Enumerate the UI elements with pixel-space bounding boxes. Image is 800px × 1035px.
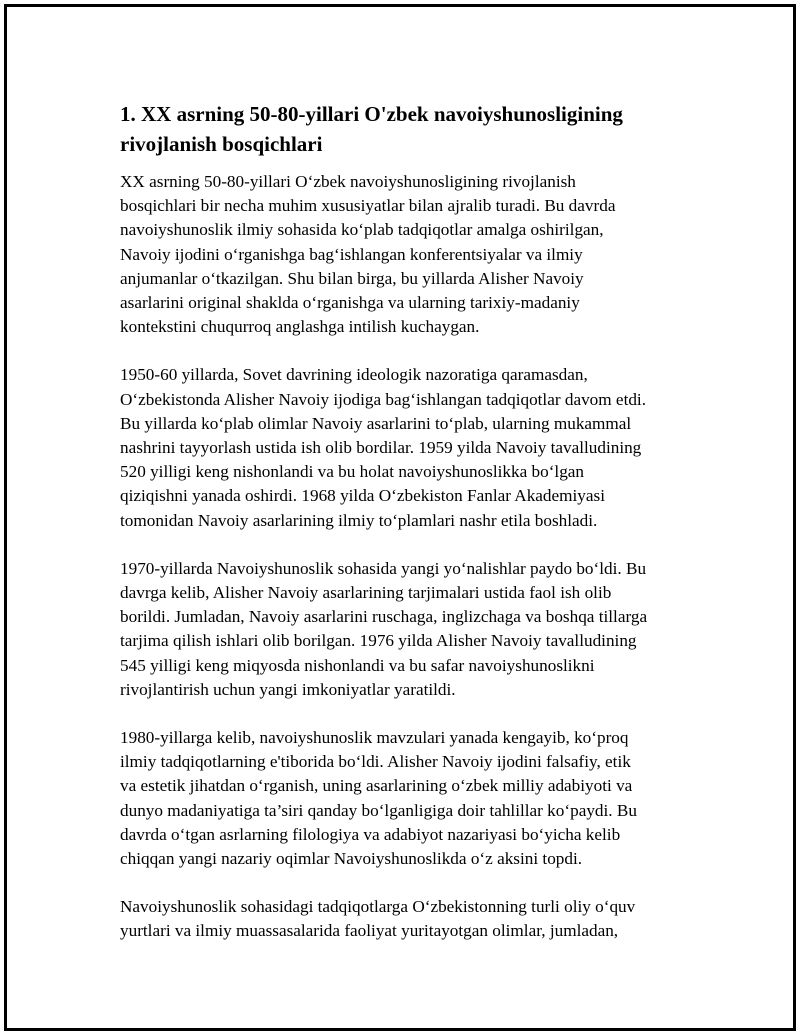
- text-line: tomonidan Navoiy asarlarining ilmiy to‘plamlari nashr etila boshladi.: [120, 510, 598, 530]
- text-line: Bu yillarda ko‘plab olimlar Navoiy asarlarini to‘plab, ularning mukammal: [120, 413, 632, 433]
- text-line: 520 yilligi keng nishonlandi va bu holat navoiyshunoslikka bo‘lgan: [120, 462, 585, 482]
- document-body: [120, 99, 700, 968]
- text-line: Navoiyshunoslik sohasidagi tadqiqotlarga O‘zbekistonning turli oliy o‘quv: [120, 897, 636, 917]
- text-line: ilmiy tadqiqotlarning e'tiborida bo‘ldi. Alisher Navoiy ijodini falsafiy, etik: [120, 752, 631, 772]
- text-line: asarlarini original shaklda o‘rganishga va ularning tarixiy-madaniy: [120, 293, 580, 313]
- paragraph-intro: [120, 170, 700, 339]
- text-line: bosqichlari bir necha muhim xususiyatlar bilan ajralib turadi. Bu davrda: [120, 196, 616, 216]
- text-line: chiqqan yangi nazariy oqimlar Navoiyshunoslikda o‘z aksini topdi.: [120, 849, 583, 869]
- text-line: va estetik jihatdan o‘rganish, uning asarlarining o‘zbek milliy adabiyoti va: [120, 776, 633, 796]
- title-line: 1. XX asrning 50-80-yillari O'zbek navoiyshunosligining: [120, 102, 623, 126]
- text-line: tarjima qilish ishlari olib borilgan. 1976 yilda Alisher Navoiy tavalludining: [120, 631, 637, 651]
- text-line: nashrini tayyorlash ustida ish olib bordilar. 1959 yilda Navoiy tavalludining: [120, 438, 642, 458]
- text-line: dunyo madaniyatiga ta’siri qanday bo‘lganligiga doir tahlillar ko‘paydi. Bu: [120, 800, 637, 820]
- text-line: qiziqishni yanada oshirdi. 1968 yilda O‘zbekiston Fanlar Akademiyasi: [120, 486, 605, 506]
- text-line: O‘zbekistonda Alisher Navoiy ijodiga bag‘ishlangan tadqiqotlar davom etdi.: [120, 389, 647, 409]
- text-line: davrga kelib, Alisher Navoiy asarlarining tarjimalari ustida faol ish olib: [120, 583, 612, 603]
- text-line: 1970-yillarda Navoiyshunoslik sohasida yangi yo‘nalishlar paydo bo‘ldi. Bu: [120, 558, 647, 578]
- text-line: anjumanlar o‘tkazilgan. Shu bilan birga, bu yillarda Alisher Navoiy: [120, 268, 584, 288]
- paragraph-1980s: [120, 726, 700, 871]
- text-line: borildi. Jumladan, Navoiy asarlarini ruschaga, inglizchaga va boshqa tillarga: [120, 607, 648, 627]
- document-title: [120, 99, 700, 159]
- text-line: 1950-60 yillarda, Sovet davrining ideologik nazoratiga qaramasdan,: [120, 365, 588, 385]
- title-line: rivojlanish bosqichlari: [120, 132, 323, 156]
- text-line: yurtlari va ilmiy muassasalarida faoliyat yuritayotgan olimlar, jumladan,: [120, 921, 619, 941]
- text-line: Navoiy ijodini o‘rganishga bag‘ishlangan konferentsiyalar va ilmiy: [120, 244, 583, 264]
- paragraph-1950s: [120, 363, 700, 532]
- text-line: rivojlantirish uchun yangi imkoniyatlar yaratildi.: [120, 679, 456, 699]
- paragraph-researchers: [120, 895, 700, 943]
- text-line: navoiyshunoslik ilmiy sohasida ko‘plab tadqiqotlar amalga oshirilgan,: [120, 220, 604, 240]
- text-line: davrda o‘tgan asrlarning filologiya va adabiyot nazariyasi bo‘yicha kelib: [120, 824, 621, 844]
- text-line: 1980-yillarga kelib, navoiyshunoslik mavzulari yanada kengayib, ko‘proq: [120, 728, 629, 748]
- page-frame: [4, 4, 796, 1031]
- text-line: kontekstini chuqurroq anglashga intilish kuchaygan.: [120, 317, 480, 337]
- paragraph-1970s: [120, 557, 700, 702]
- text-line: XX asrning 50-80-yillari O‘zbek navoiyshunosligining rivojlanish: [120, 172, 576, 191]
- text-line: 545 yilligi keng miqyosda nishonlandi va bu safar navoiyshunoslikni: [120, 655, 595, 675]
